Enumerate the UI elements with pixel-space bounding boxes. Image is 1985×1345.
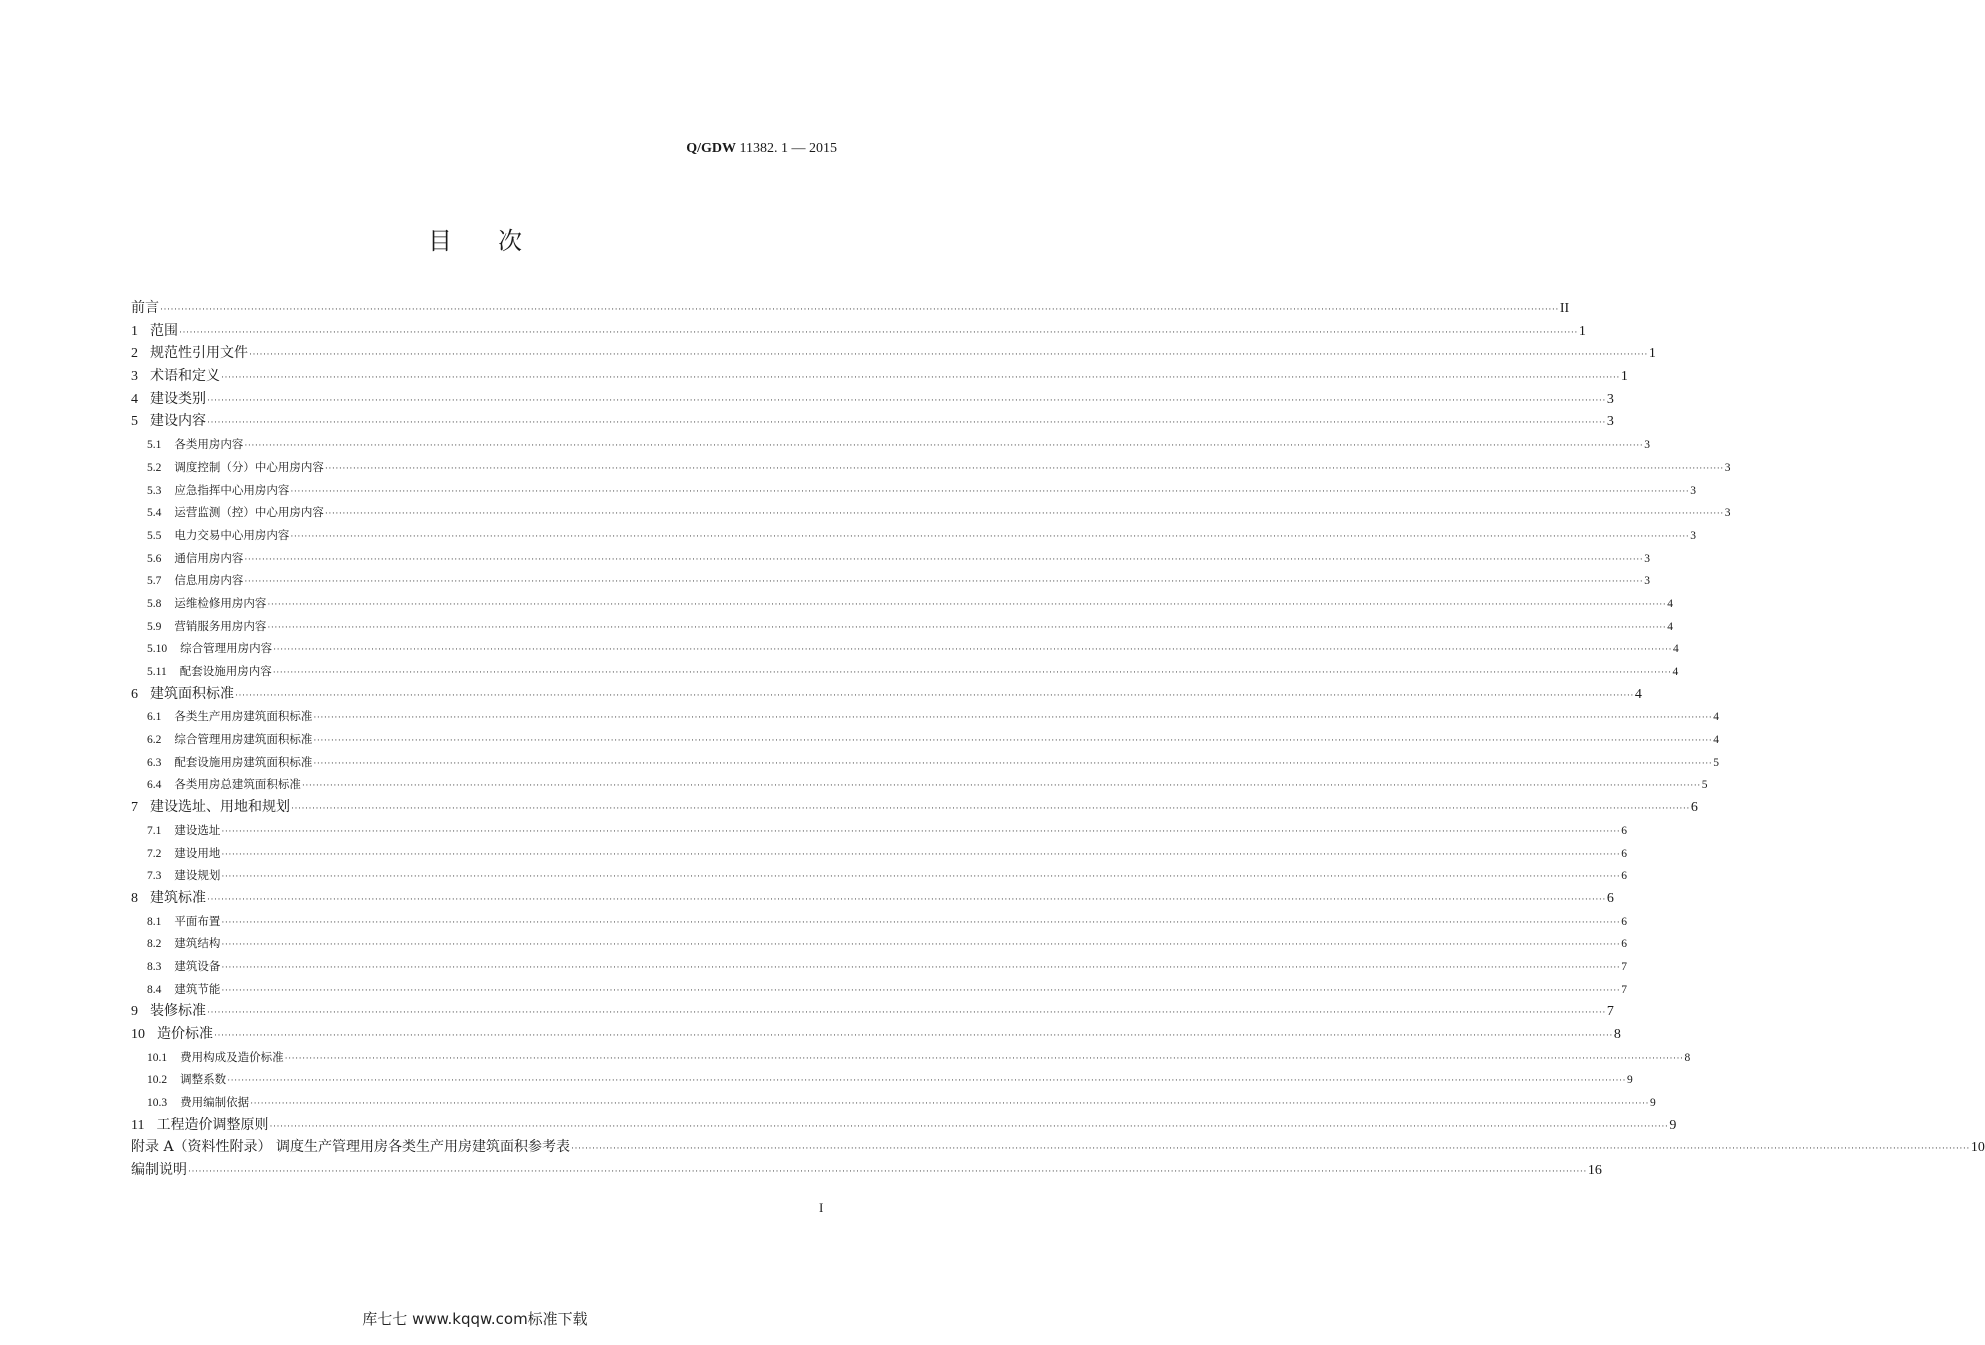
toc-entry-label: 装修标准 bbox=[150, 1003, 206, 1020]
toc-entry-label: 编制说明 bbox=[131, 1162, 187, 1179]
toc-entry[interactable] bbox=[131, 388, 1614, 411]
toc-entry[interactable] bbox=[131, 932, 1627, 955]
toc-entry-page: 4 bbox=[1672, 666, 1679, 678]
toc-entry-number: 5.9 bbox=[147, 620, 162, 633]
toc-leader-dots: ················································································································································································································································································································································································································ bbox=[290, 485, 1690, 496]
toc-entry-page: 1 bbox=[1620, 369, 1628, 385]
toc-entry[interactable] bbox=[131, 910, 1627, 933]
toc-entry[interactable] bbox=[131, 456, 1731, 479]
toc-entry-page: 3 bbox=[1690, 484, 1696, 497]
toc-entry-label: 配套设施用房内容 bbox=[179, 664, 272, 678]
toc-leader-dots: ················································································································································································································································································································································································································ bbox=[221, 825, 1621, 836]
toc-entry-number: 9 bbox=[131, 1004, 138, 1020]
toc-entry-label: 范围 bbox=[150, 322, 178, 339]
toc-entry[interactable] bbox=[131, 683, 1642, 706]
toc-entry-label: 规范性引用文件 bbox=[150, 345, 248, 362]
toc-entry-label: 平面布置 bbox=[174, 913, 221, 928]
toc-entry[interactable] bbox=[131, 297, 1570, 320]
toc-entry-number: 6.1 bbox=[147, 711, 162, 724]
toc-leader-dots: ················································································································································································································································································································································································································ bbox=[207, 1007, 1606, 1018]
toc-entry[interactable] bbox=[131, 1136, 1985, 1159]
toc-entry-number: 3 bbox=[131, 369, 138, 385]
toc-entry[interactable] bbox=[131, 1023, 1621, 1046]
toc-entry-number: 7.3 bbox=[147, 870, 162, 883]
toc-entry-page: 4 bbox=[1713, 734, 1719, 747]
toc-entry-page: 5 bbox=[1701, 779, 1708, 792]
toc-entry-page: 3 bbox=[1724, 507, 1731, 520]
toc-entry[interactable] bbox=[131, 978, 1627, 1001]
toc-leader-dots: ················································································································································································································································································································································································································ bbox=[207, 417, 1606, 428]
toc-leader-dots: ················································································································································································································································································································································································································ bbox=[284, 1052, 1684, 1063]
toc-entry-page: 4 bbox=[1667, 620, 1673, 633]
toc-leader-dots: ················································································································································································································································································································································································································ bbox=[221, 939, 1621, 950]
toc-entry-number: 11 bbox=[131, 1117, 145, 1133]
toc-entry[interactable] bbox=[131, 1114, 1677, 1137]
toc-entry[interactable] bbox=[131, 1046, 1691, 1069]
toc-leader-dots: ················································································································································································································································································································································································································ bbox=[221, 961, 1621, 972]
toc-entry-number: 8.1 bbox=[147, 915, 162, 928]
toc-entry[interactable] bbox=[131, 1159, 1602, 1182]
toc-leader-dots: ················································································································································································································································································································································································································ bbox=[244, 553, 1644, 564]
toc-entry[interactable] bbox=[131, 751, 1719, 774]
toc-leader-dots: ················································································································································································································································································································································································································ bbox=[273, 644, 1672, 655]
toc-entry-page: 6 bbox=[1621, 938, 1627, 951]
toc-entry-label: 应急指挥中心用房内容 bbox=[174, 482, 290, 497]
toc-entry-label: 通信用房内容 bbox=[174, 550, 244, 565]
toc-leader-dots: ················································································································································································································································································································································································································ bbox=[235, 689, 1634, 700]
toc-entry-number: 5 bbox=[131, 414, 138, 430]
toc-leader-dots: ················································································································································································································································································································································································································ bbox=[221, 871, 1621, 882]
toc-entry[interactable] bbox=[131, 728, 1719, 751]
toc-leader-dots: ················································································································································································································································································································································································································ bbox=[267, 621, 1667, 632]
toc-entry-page: 9 bbox=[1669, 1117, 1677, 1133]
toc-entry[interactable] bbox=[131, 433, 1650, 456]
toc-leader-dots: ················································································································································································································································································································································································································ bbox=[291, 803, 1690, 814]
toc-leader-dots: ················································································································································································································································································································································································································ bbox=[207, 394, 1606, 405]
toc-entry-number: 8.4 bbox=[147, 983, 162, 996]
toc-entry[interactable] bbox=[131, 1091, 1656, 1114]
toc-entry-label: 各类生产用房建筑面积标准 bbox=[174, 709, 313, 724]
toc-leader-dots: ················································································································································································································································································································································································································ bbox=[290, 530, 1690, 541]
toc-leader-dots: ················································································································································································································································································································································································································ bbox=[188, 1166, 1587, 1177]
toc-entry-page: 3 bbox=[1644, 575, 1650, 588]
toc-leader-dots: ················································································································································································································································································································································································································ bbox=[221, 984, 1621, 995]
toc-leader-dots: ················································································································································································································································································································································································································ bbox=[249, 349, 1648, 360]
toc-entry-number: 5.7 bbox=[147, 575, 162, 588]
toc-entry-label: 建筑面积标准 bbox=[150, 685, 234, 702]
toc-entry-page: 7 bbox=[1621, 983, 1627, 996]
toc-entry-number: 6.4 bbox=[147, 779, 162, 792]
toc-entry-label: 造价标准 bbox=[157, 1026, 213, 1042]
toc-entry-label: 建设规划 bbox=[174, 868, 221, 883]
page-number: I bbox=[819, 1200, 824, 1215]
toc-entry[interactable] bbox=[131, 615, 1673, 638]
toc-entry-label: 建筑结构 bbox=[174, 936, 221, 951]
toc-entry-number: 4 bbox=[131, 391, 138, 407]
toc-entry-label: 建设选址 bbox=[174, 822, 221, 837]
toc-entry-number: 5.10 bbox=[147, 643, 168, 656]
toc-entry-page: 16 bbox=[1587, 1163, 1602, 1179]
toc-entry-label: 运营监测（控）中心用房内容 bbox=[174, 505, 324, 520]
toc-entry-label: 建设内容 bbox=[150, 413, 206, 430]
toc-entry-label: 术语和定义 bbox=[150, 368, 220, 385]
toc-entry-number: 5.2 bbox=[147, 461, 162, 474]
toc-entry-label: 综合管理用房内容 bbox=[180, 641, 273, 656]
document-code-prefix: Q/GDW bbox=[686, 141, 737, 156]
toc-entry-label: 各类用房总建筑面积标准 bbox=[174, 777, 301, 792]
toc-entry-page: 4 bbox=[1672, 643, 1679, 656]
toc-entry[interactable] bbox=[131, 796, 1698, 819]
toc-entry[interactable] bbox=[131, 773, 1708, 796]
toc-entry[interactable] bbox=[131, 887, 1614, 910]
toc-entry-page: 3 bbox=[1606, 414, 1614, 430]
toc-entry[interactable] bbox=[131, 569, 1650, 592]
toc-entry-label: 信息用房内容 bbox=[174, 573, 244, 588]
toc-entry-page: 6 bbox=[1690, 800, 1698, 816]
toc-entry[interactable] bbox=[131, 842, 1627, 865]
toc-entry-page: 9 bbox=[1626, 1074, 1633, 1087]
toc-leader-dots: ················································································································································································································································································································································································································ bbox=[179, 326, 1578, 337]
toc-entry[interactable] bbox=[131, 501, 1731, 524]
toc-entry-page: 5 bbox=[1713, 756, 1719, 769]
toc-leader-dots: ················································································································································································································································································································································································································ bbox=[214, 1030, 1613, 1040]
toc-entry-number: 8 bbox=[131, 890, 138, 906]
toc-entry[interactable] bbox=[131, 1068, 1633, 1091]
document-code bbox=[686, 141, 837, 157]
toc-entry[interactable] bbox=[131, 592, 1673, 615]
toc-entry-page: 4 bbox=[1713, 711, 1719, 724]
toc-entry-page: 4 bbox=[1667, 597, 1673, 610]
toc-leader-dots: ················································································································································································································································································································································································································ bbox=[301, 780, 1701, 791]
toc-leader-dots: ················································································································································································································································································································································································································ bbox=[244, 440, 1644, 451]
toc-leader-dots: ················································································································································································································································································································································································································ bbox=[250, 1098, 1649, 1109]
toc-entry-page: 1 bbox=[1648, 346, 1656, 362]
toc-entry[interactable] bbox=[131, 660, 1679, 683]
toc-entry-label: 营销服务用房内容 bbox=[174, 618, 267, 633]
toc-entry-number: 8.3 bbox=[147, 960, 162, 973]
toc-entry-label: 建筑标准 bbox=[150, 889, 206, 906]
toc-entry-page: 6 bbox=[1621, 915, 1627, 928]
toc-entry-number: 5.3 bbox=[147, 484, 162, 497]
toc-entry-page: 3 bbox=[1644, 439, 1650, 452]
toc-entry[interactable] bbox=[131, 320, 1586, 343]
toc-entry-number: 5.4 bbox=[147, 507, 162, 520]
document-code-number: 11382. 1 — 2015 bbox=[736, 141, 837, 156]
toc-entry-page: 6 bbox=[1621, 847, 1627, 860]
toc-entry-page: 6 bbox=[1621, 870, 1627, 883]
toc-entry-label: 附录 A（资料性附录） 调度生产管理用房各类生产用房建筑面积参考表 bbox=[131, 1139, 571, 1156]
toc-leader-dots: ················································································································································································································································································································································································································ bbox=[244, 576, 1644, 587]
toc-entry[interactable] bbox=[131, 864, 1627, 887]
toc-entry-number: 5.5 bbox=[147, 529, 162, 542]
toc-entry-page: 3 bbox=[1606, 391, 1614, 407]
toc-leader-dots: ················································································································································································································································································································································································································ bbox=[160, 304, 1559, 314]
toc-entry[interactable] bbox=[131, 365, 1628, 388]
toc-entry-label: 前言 bbox=[131, 300, 159, 316]
toc-entry-number: 6 bbox=[131, 686, 138, 702]
toc-leader-dots: ················································································································································································································································································································································································································ bbox=[227, 1075, 1626, 1086]
footer-watermark: 库七七 www.kqqw.com标准下载 bbox=[362, 1310, 588, 1328]
toc-entry-page: 9 bbox=[1649, 1097, 1656, 1110]
toc-entry-label: 建设用地 bbox=[174, 845, 221, 860]
toc-entry-label: 电力交易中心用房内容 bbox=[174, 527, 290, 542]
toc-entry-number: 7.2 bbox=[147, 847, 162, 860]
toc-entry-number: 10.1 bbox=[147, 1051, 168, 1064]
toc-leader-dots: ················································································································································································································································································································································································································ bbox=[313, 735, 1713, 746]
toc-leader-dots: ················································································································································································································································································································································································································ bbox=[221, 916, 1621, 927]
toc-entry[interactable] bbox=[131, 547, 1650, 570]
toc-entry-page: 6 bbox=[1606, 890, 1614, 906]
toc-entry[interactable] bbox=[131, 955, 1627, 978]
toc-entry-number: 10.3 bbox=[147, 1097, 168, 1110]
toc-entry-number: 6.2 bbox=[147, 734, 162, 747]
toc-entry-number: 1 bbox=[131, 323, 138, 339]
toc-entry-number: 8.2 bbox=[147, 938, 162, 951]
toc-entry[interactable] bbox=[131, 410, 1614, 433]
toc-leader-dots: ················································································································································································································································································································································································································ bbox=[221, 848, 1621, 859]
toc-entry-number: 7 bbox=[131, 800, 138, 816]
toc-entry-label: 建筑设备 bbox=[174, 958, 221, 973]
toc-leader-dots: ················································································································································································································································································································································································································ bbox=[269, 1120, 1669, 1131]
table-of-contents bbox=[131, 297, 1985, 1182]
toc-entry-page: 7 bbox=[1621, 960, 1627, 973]
toc-leader-dots: ················································································································································································································································································································································································································ bbox=[267, 598, 1667, 609]
toc-leader-dots: ················································································································································································································································································································································································································ bbox=[571, 1143, 1970, 1154]
toc-entry-label: 费用构成及造价标准 bbox=[180, 1049, 284, 1064]
toc-entry-label: 调整系数 bbox=[180, 1072, 227, 1087]
toc-entry-label: 配套设施用房建筑面积标准 bbox=[174, 754, 313, 769]
toc-entry-label: 运维检修用房内容 bbox=[174, 595, 267, 610]
toc-entry-number: 10 bbox=[131, 1027, 145, 1042]
toc-entry-page: 3 bbox=[1644, 552, 1650, 565]
toc-leader-dots: ················································································································································································································································································································································································································ bbox=[313, 757, 1713, 768]
toc-entry-number: 10.2 bbox=[147, 1074, 168, 1087]
toc-entry-number: 5.11 bbox=[147, 666, 167, 678]
toc-entry[interactable] bbox=[131, 705, 1719, 728]
toc-entry-page: 8 bbox=[1684, 1051, 1691, 1064]
toc-entry-page: 4 bbox=[1634, 686, 1642, 702]
toc-leader-dots: ················································································································································································································································································································································································································ bbox=[324, 508, 1724, 519]
toc-title: 目次 bbox=[428, 227, 568, 255]
toc-entry[interactable] bbox=[131, 1000, 1614, 1023]
toc-entry-number: 5.6 bbox=[147, 552, 162, 565]
toc-entry-number: 7.1 bbox=[147, 824, 162, 837]
toc-leader-dots: ················································································································································································································································································································································································································ bbox=[272, 667, 1672, 677]
toc-entry-page: 7 bbox=[1606, 1004, 1614, 1020]
toc-entry-page: 10 bbox=[1970, 1140, 1985, 1156]
toc-leader-dots: ················································································································································································································································································································································································································ bbox=[221, 372, 1620, 383]
toc-entry-label: 各类用房内容 bbox=[174, 437, 244, 452]
toc-entry-page: 1 bbox=[1578, 323, 1586, 339]
toc-entry-label: 建设选址、用地和规划 bbox=[150, 799, 290, 816]
toc-entry[interactable] bbox=[131, 479, 1696, 502]
toc-entry-page: 3 bbox=[1724, 461, 1731, 474]
toc-entry[interactable] bbox=[131, 637, 1679, 660]
toc-entry-page: 3 bbox=[1690, 529, 1696, 542]
toc-entry-label: 综合管理用房建筑面积标准 bbox=[174, 732, 313, 747]
toc-entry[interactable] bbox=[131, 819, 1627, 842]
toc-entry-number: 5.8 bbox=[147, 597, 162, 610]
toc-entry-label: 建设类别 bbox=[150, 390, 206, 407]
toc-leader-dots: ················································································································································································································································································································································································································ bbox=[324, 462, 1724, 473]
toc-entry-label: 建筑节能 bbox=[174, 981, 221, 996]
toc-entry[interactable] bbox=[131, 342, 1656, 365]
toc-leader-dots: ················································································································································································································································································································································································································ bbox=[313, 712, 1713, 723]
toc-entry-number: 5.1 bbox=[147, 439, 162, 452]
toc-entry-number: 2 bbox=[131, 346, 138, 362]
toc-entry-label: 费用编制依据 bbox=[180, 1095, 250, 1110]
toc-entry-page: 8 bbox=[1613, 1027, 1621, 1042]
toc-entry-label: 工程造价调整原则 bbox=[156, 1116, 269, 1133]
toc-entry[interactable] bbox=[131, 524, 1696, 547]
toc-entry-number: 6.3 bbox=[147, 756, 162, 769]
toc-entry-label: 调度控制（分）中心用房内容 bbox=[174, 459, 324, 474]
toc-entry-page: 6 bbox=[1621, 824, 1627, 837]
toc-entry-page: II bbox=[1559, 301, 1570, 316]
toc-leader-dots: ················································································································································································································································································································································································································ bbox=[207, 893, 1606, 904]
